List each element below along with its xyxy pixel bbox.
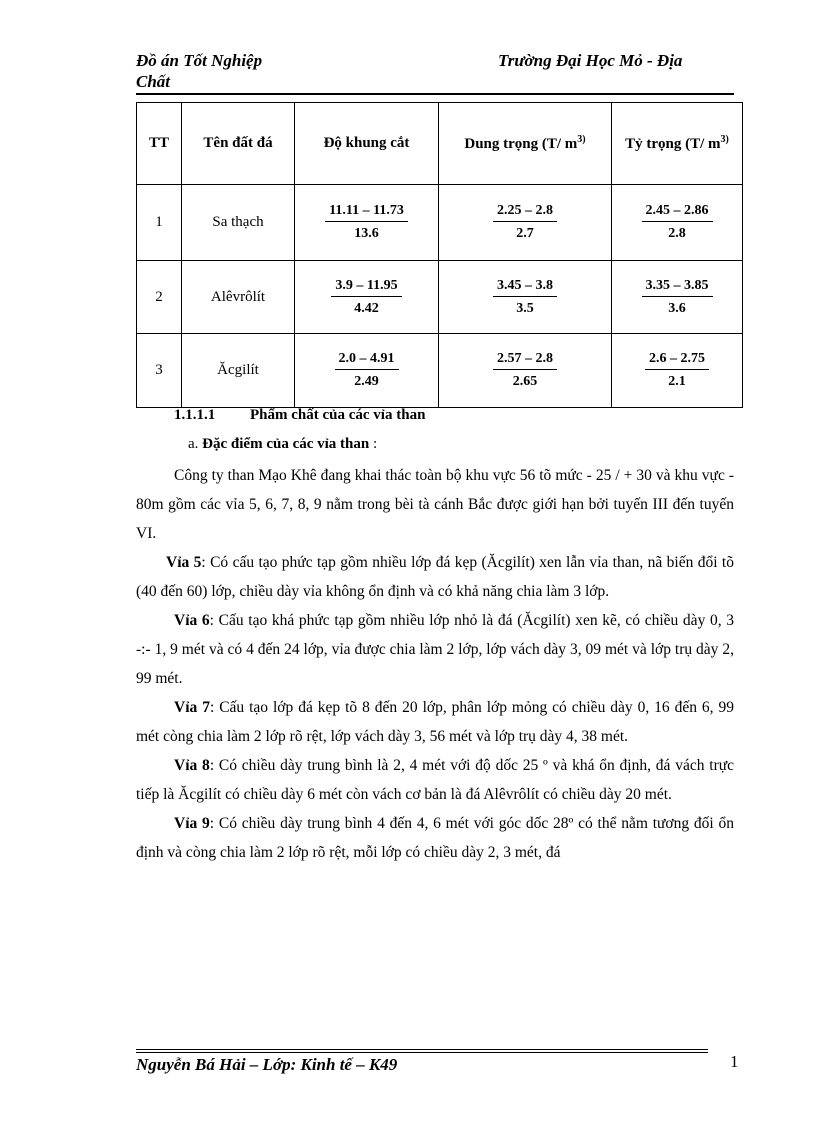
footer-divider	[136, 1049, 708, 1050]
header-left-line1: Đồ án Tốt Nghiệp	[136, 51, 263, 70]
col-ty-trong: Tỷ trọng (T/ $m^{3)}$	[612, 103, 743, 185]
cell-name: Sa thạch	[182, 185, 295, 261]
paragraph: Vỉa 9: Có chiều dày trung bình 4 đến 4, 6 mét với góc dốc 28º có thể nằm tương đối ổn định và còng chia làm 2 lớp rõ rệt, mỗi lớp có chiều dày 2, 3 mét, đá	[136, 815, 734, 861]
paragraph: Vỉa 7: Cấu tạo lớp đá kẹp tõ 8 đến 20 lớp, phân lớp mỏng có chiều dày 0, 16 đến 6, 99 mét còng chia làm 2 lớp rõ rệt, lớp vách dày 3, 56 mét và lớp trụ dày 4, 38 mét.	[136, 699, 734, 745]
cell-khung: $\frac{3.9 - 11.95}{4.42}$	[295, 261, 439, 334]
header-right: Trường Đại Học Mỏ - Địa	[498, 51, 683, 70]
col-name: Tên đất đá	[182, 103, 295, 185]
paragraph: Vỉa 6: Cấu tạo khá phức tạp gồm nhiều lớp nhỏ là đá (Ăcgilít) xen kẽ, có chiều dày 0, 3 -:- 1, 9 mét và có 4 đến 24 lớp, vỉa được chia làm 2 lớp, lớp vách dày 3, 09 mét và lớp trụ dày 2, 99 mét.	[136, 612, 735, 687]
cell-dung: $\frac{2.57 - 2.8}{2.65}$	[439, 334, 612, 408]
cell-dung: $\frac{2.25 - 2.8}{2.7}$	[439, 185, 612, 261]
col-dung-trong: Dung trọng (T/ $m^{3)}$	[439, 103, 612, 185]
cell-tt: 1	[137, 185, 182, 261]
table-row	[137, 334, 743, 408]
cell-dung: $\frac{3.45 - 3.8}{3.5}$	[439, 261, 612, 334]
subsection-a: a. Đặc điểm của các vỉa than :	[188, 436, 378, 452]
table-header-row	[137, 103, 743, 185]
header-divider	[136, 93, 734, 95]
section-title: Phẩm chất của các vỉa than	[250, 407, 426, 423]
cell-tt: 2	[137, 261, 182, 334]
cell-khung: $\frac{11.11 - 11.73}{13.6}$	[295, 185, 439, 261]
paragraph: Vỉa 8: Có chiều dày trung bình là 2, 4 mét với độ dốc 25 º và khá ổn định, đá vách trực tiếp là Ăcgilít có chiều dày 6 mét còn vách cơ bản là đá Alêvrôlít có chiều dày 20 mét.	[136, 757, 735, 803]
paragraph: Vỉa 5: Có cấu tạo phức tạp gồm nhiều lớp đá kẹp (Ăcgilít) xen lẫn vỉa than, nã biến đổi tõ (40 đến 60) lớp, chiều dày vỉa không ổn định và có khả năng chia làm 3 lớp.	[136, 554, 734, 600]
section-heading	[174, 407, 425, 424]
cell-khung: $\frac{2.0 - 4.91}{2.49}$	[295, 334, 439, 408]
rock-properties-table	[136, 102, 743, 408]
page-number: 1	[730, 1052, 739, 1071]
col-khung: Độ khung cắt	[295, 103, 439, 185]
header-left-line2: Chất	[136, 72, 171, 91]
section-number: 1.1.1.1	[174, 407, 216, 423]
cell-ty: $\frac{2.6 - 2.75}{2.1}$	[612, 334, 743, 408]
table-row	[137, 261, 743, 334]
cell-tt: 3	[137, 334, 182, 408]
cell-ty: $\frac{3.35 - 3.85}{3.6}$	[612, 261, 743, 334]
table-row	[137, 185, 743, 261]
col-tt: TT	[137, 103, 182, 185]
paragraph: Công ty than Mạo Khê đang khai thác toàn bộ khu vực 56 tõ mức - 25 / + 30 và khu vực - 80m gồm các vỉa 5, 6, 7, 8, 9 nằm trong bèi tà cánh Bắc được giới hạn bởi tuyến III đến tuyến VI.	[136, 467, 734, 542]
cell-name: Alêvrôlít	[182, 261, 295, 334]
footer-author: Nguyễn Bá Hải – Lớp: Kinh tế – K49	[136, 1055, 398, 1074]
body-text	[136, 461, 734, 867]
cell-ty: $\frac{2.45 - 2.86}{2.8}$	[612, 185, 743, 261]
footer-divider	[136, 1052, 708, 1053]
header-left	[136, 50, 336, 92]
cell-name: Ăcgilít	[182, 334, 295, 408]
